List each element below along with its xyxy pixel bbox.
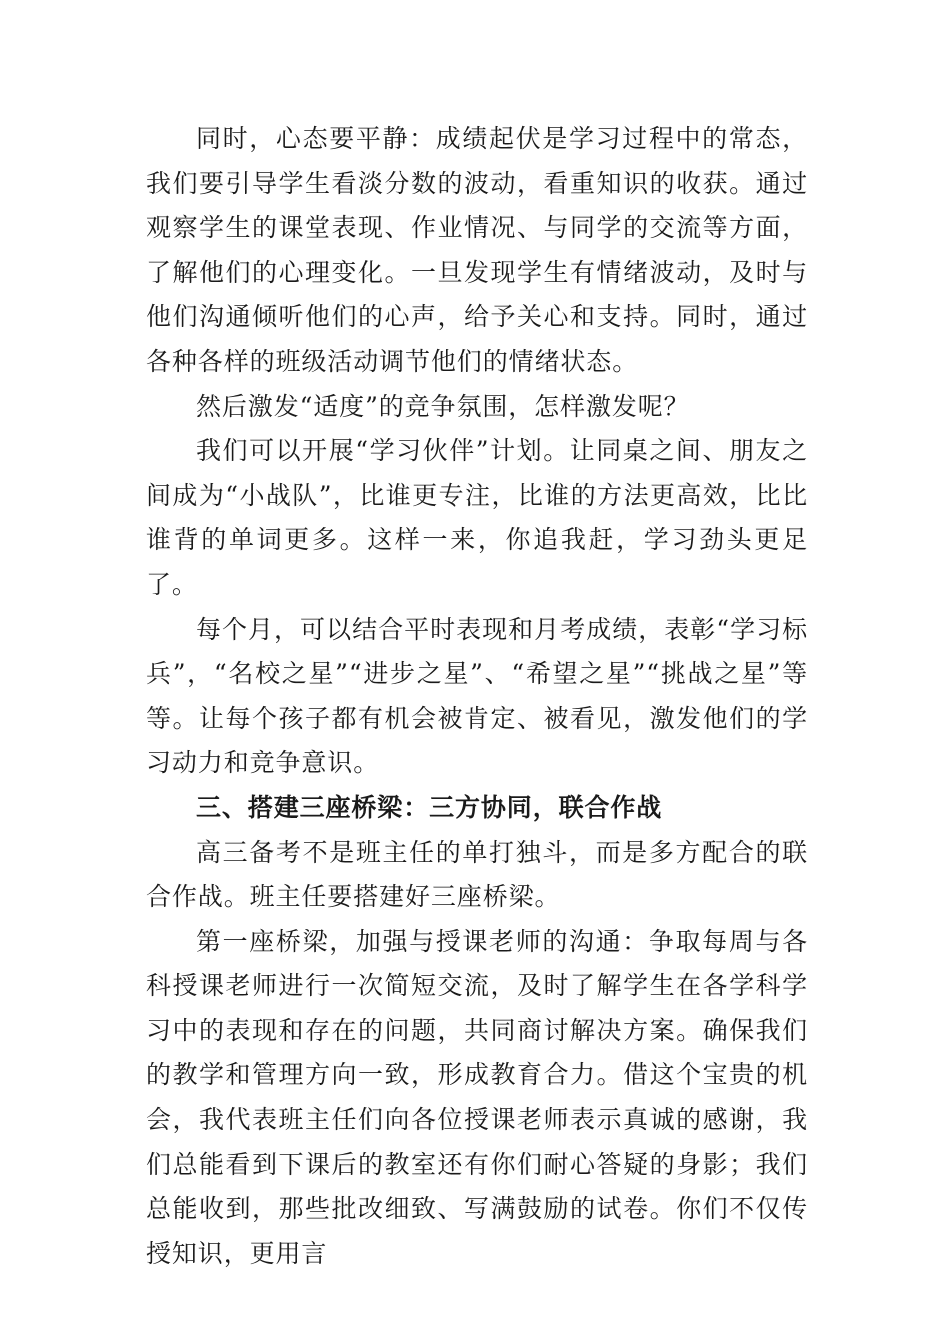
paragraph-study-partner: 我们可以开展“学习伙伴”计划。让同桌之间、朋友之间成为“小战队”，比谁更专注，比谁的方法更高效，比比谁背的单词更多。这样一来，你追我赶，学习劲头更足了。 <box>146 436 808 599</box>
paragraph-first-bridge: 第一座桥梁，加强与授课老师的沟通：争取每周与各科授课老师进行一次简短交流，及时了解学生在各学科学习中的表现和存在的问题，共同商讨解决方案。确保我们的教学和管理方向一致，形成教育合力。借这个宝贵的机会，我代表班主任们向各位授课老师表示真诚的感谢，我们总能看到下课后的教室还有你们耐心答疑的身影；我们总能收到，那些批改细致、写满鼓励的试卷。你们不仅传授知识，更用言 <box>146 926 808 1268</box>
paragraph-section-intro: 高三备考不是班主任的单打独斗，而是多方配合的联合作战。班主任要搭建好三座桥梁。 <box>146 837 808 912</box>
document-page <box>146 117 808 1276</box>
section-heading: 三、搭建三座桥梁：三方协同，联合作战 <box>196 792 663 822</box>
paragraph-competition-question: 然后激发“适度”的竞争氛围，怎样激发呢？ <box>196 391 690 421</box>
paragraph-monthly-awards: 每个月，可以结合平时表现和月考成绩，表彰“学习标兵”，“名校之星”“进步之星”、“希望之星”“挑战之星”等等。让每个孩子都有机会被肯定、被看见，激发他们的学习动力和竞争意识。 <box>146 614 808 778</box>
paragraph-mindset: 同时，心态要平静：成绩起伏是学习过程中的常态，我们要引导学生看淡分数的波动，看重知识的收获。通过观察学生的课堂表现、作业情况、与同学的交流等方面，了解他们的心理变化。一旦发现学生有情绪波动，及时与他们沟通倾听他们的心声，给予关心和支持。同时，通过各种各样的班级活动调节他们的情绪状态。 <box>146 124 808 376</box>
